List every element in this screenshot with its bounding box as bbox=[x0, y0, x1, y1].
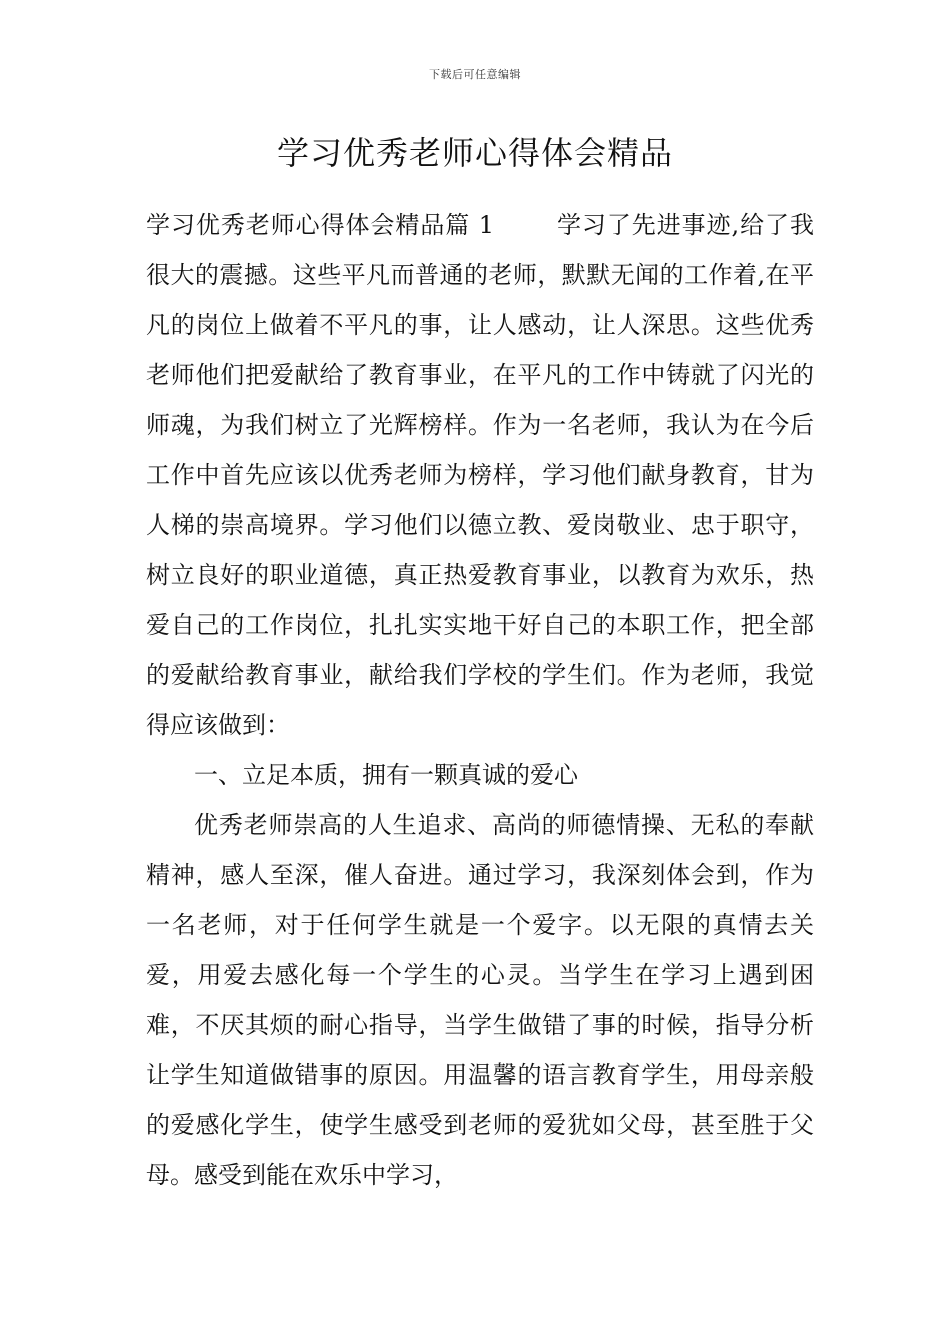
document-body bbox=[146, 200, 814, 1200]
header-note: 下载后可任意编辑 bbox=[429, 68, 521, 81]
document-title: 学习优秀老师心得体会精品 bbox=[276, 134, 673, 172]
paragraph-intro bbox=[146, 200, 814, 750]
section-heading: 学习优秀老师心得体会精品篇 1 bbox=[146, 211, 495, 239]
subheading-1: 一、立足本质，拥有一颗真诚的爱心 bbox=[194, 761, 578, 789]
paragraph-text: 学习了先进事迹,给了我很大的震撼。这些平凡而普通的老师，默默无闻的工作着,在平凡的岗位上做着不平凡的事，让人感动，让人深思。这些优秀老师他们把爱献给了教育事业，在平凡的工作中铸就了闪光的师魂，为我们树立了光辉榜样。作为一名老师，我认为在今后工作中首先应该以优秀老师为榜样，学习他们献身教育，甘为人梯的崇高境界。学习他们以德立教、爱岗敬业、忠于职守，树立良好的职业道德，真正热爱教育事业，以教育为欢乐，热爱自己的工作岗位，扎扎实实地干好自己的本职工作，把全部的爱献给教育事业，献给我们学校的学生们。作为老师，我觉得应该做到： bbox=[146, 211, 814, 739]
paragraph-text: 优秀老师崇高的人生追求、高尚的师德情操、无私的奉献精神，感人至深，催人奋进。通过学习，我深刻体会到，作为一名老师，对于任何学生就是一个爱字。以无限的真情去关爱，用爱去感化每一个学生的心灵。当学生在学习上遇到困难，不厌其烦的耐心指导，当学生做错了事的时候，指导分析让学生知道做错事的原因。用温馨的语言教育学生，用母亲般的爱感化学生，使学生感受到老师的爱犹如父母，甚至胜于父母。感受到能在欢乐中学习， bbox=[146, 811, 814, 1189]
